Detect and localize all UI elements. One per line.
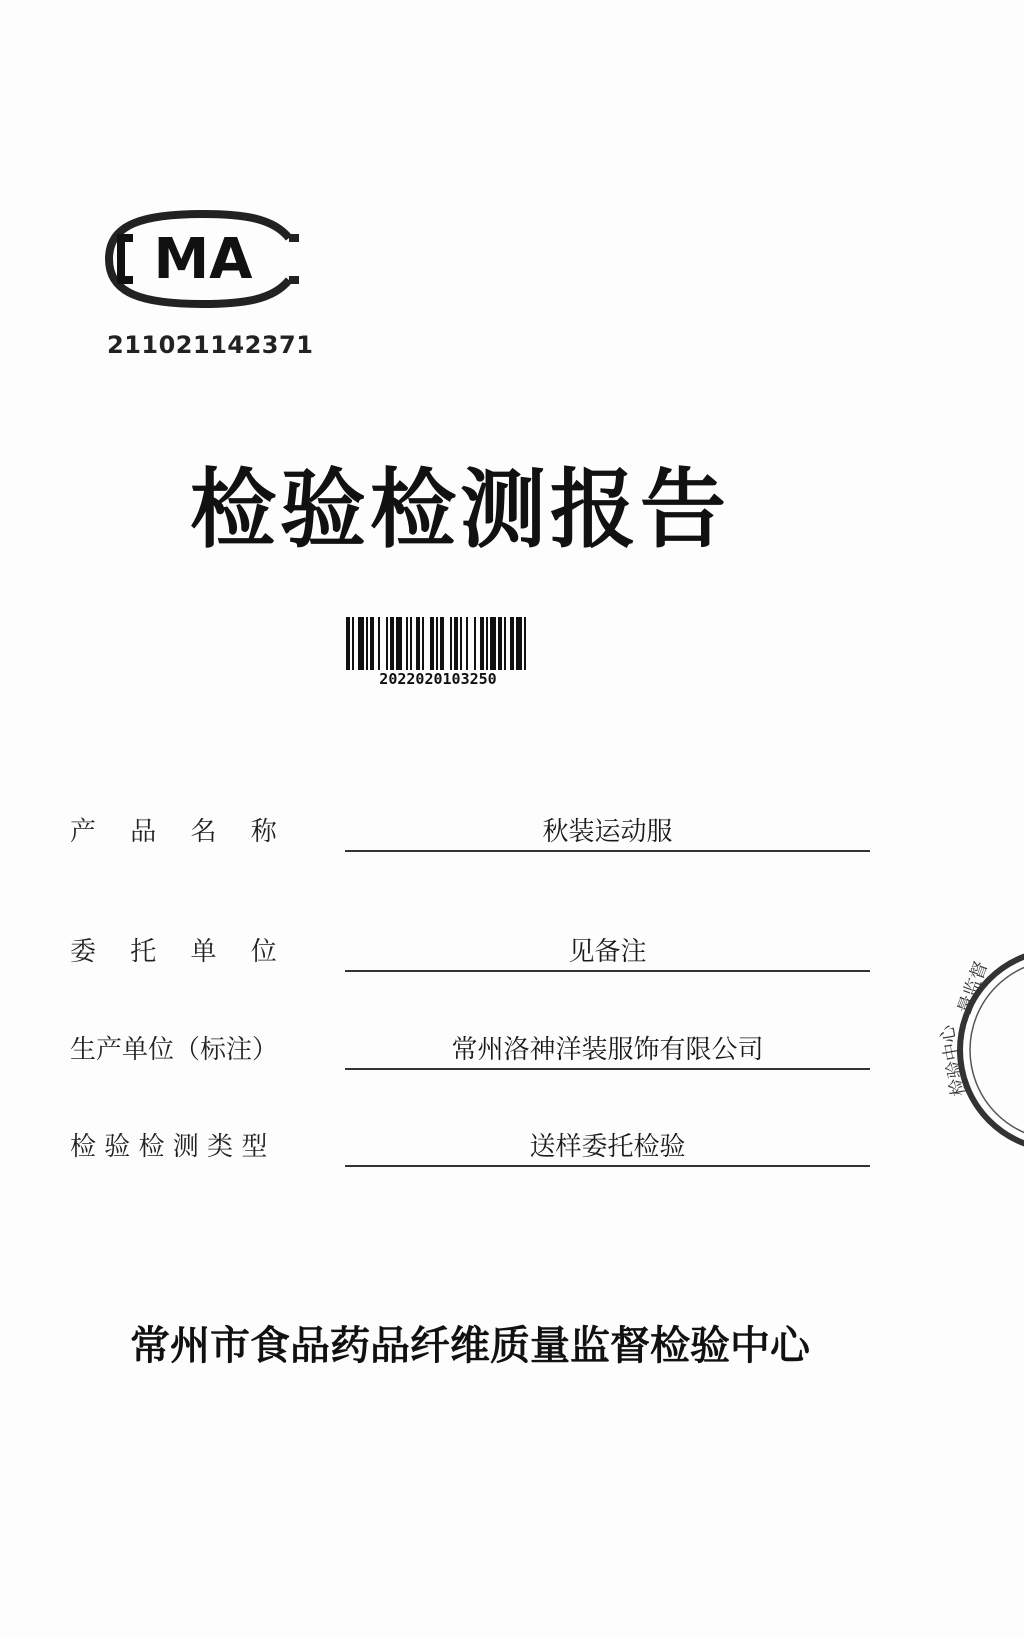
cma-logo <box>103 210 303 308</box>
barcode-bar <box>510 617 514 670</box>
svg-text:MA: MA <box>153 227 253 292</box>
barcode-bar <box>378 617 380 670</box>
issuing-organization: 常州市食品药品纤维质量监督检验中心 <box>130 1323 810 1369</box>
barcode-bar <box>524 617 526 670</box>
field-label: 委 托 单 位 <box>70 937 277 967</box>
barcode-bar <box>504 617 506 670</box>
official-seal-stamp <box>936 945 1024 1155</box>
field-value: 秋装运动服 <box>542 817 673 847</box>
barcode-bar <box>480 617 484 670</box>
barcode-bar <box>454 617 458 670</box>
barcode-bar <box>370 617 374 670</box>
field-manufacturer <box>70 1030 870 1080</box>
barcode-bar <box>346 617 350 670</box>
field-label: 生产单位（标注） <box>70 1035 279 1065</box>
field-value: 送样委托检验 <box>529 1132 686 1162</box>
barcode <box>346 617 530 670</box>
barcode-bar <box>422 617 424 670</box>
field-underline <box>345 1165 870 1167</box>
barcode-bar <box>390 617 394 670</box>
field-label: 检 验 检 测 类 型 <box>70 1132 268 1162</box>
field-value: 常州洛神洋装服饰有限公司 <box>451 1035 764 1065</box>
barcode-number: 2022020103250 <box>379 670 497 688</box>
barcode-bar <box>396 617 402 670</box>
barcode-bar <box>352 617 354 670</box>
barcode-bar <box>416 617 420 670</box>
barcode-bar <box>474 617 476 670</box>
field-underline <box>345 850 870 852</box>
svg-text:检验中心: 检验中心 <box>936 1023 970 1098</box>
field-client <box>70 932 870 982</box>
barcode-bar <box>466 617 468 670</box>
barcode-bar <box>450 617 452 670</box>
barcode-bar <box>490 617 496 670</box>
barcode-bar <box>436 617 438 670</box>
barcode-bar <box>516 617 522 670</box>
barcode-bar <box>430 617 434 670</box>
barcode-bar <box>410 617 412 670</box>
barcode-bar <box>386 617 388 670</box>
report-title: 检验检测报告 <box>190 460 730 560</box>
barcode-bar <box>358 617 364 670</box>
field-value: 见备注 <box>568 937 647 967</box>
barcode-bar <box>366 617 368 670</box>
field-label: 产 品 名 称 <box>70 817 277 847</box>
field-test-type <box>70 1127 870 1177</box>
barcode-bar <box>460 617 462 670</box>
svg-text:量监督: 量监督 <box>953 958 993 1017</box>
barcode-bar <box>440 617 444 670</box>
barcode-bar <box>498 617 502 670</box>
field-underline <box>345 970 870 972</box>
barcode-bar <box>486 617 488 670</box>
cma-certificate-number: 211021142371 <box>107 331 314 359</box>
barcode-bar <box>406 617 408 670</box>
field-product-name <box>70 812 870 862</box>
field-underline <box>345 1068 870 1070</box>
